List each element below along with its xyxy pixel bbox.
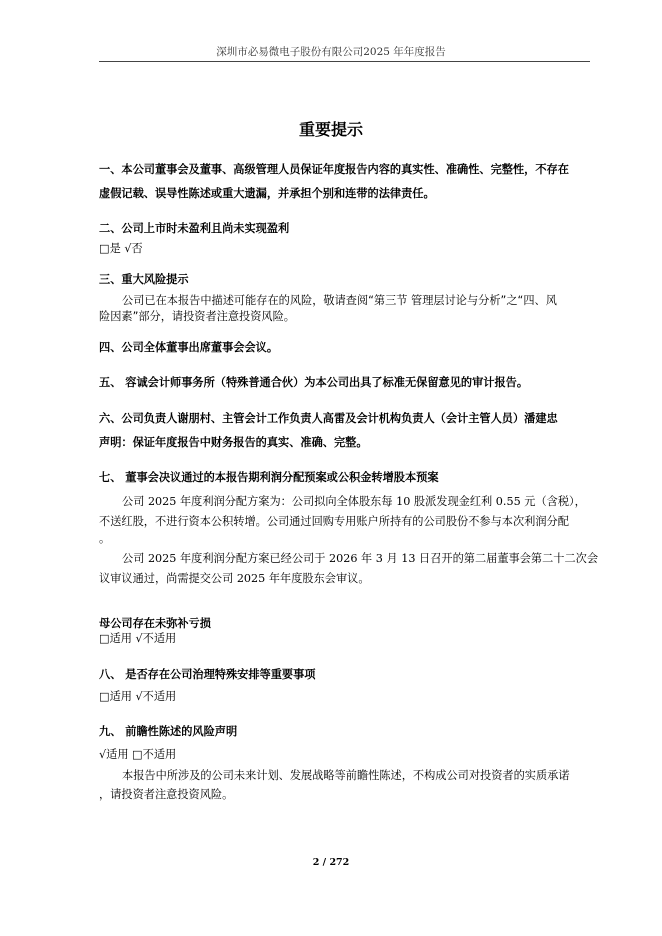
parent-loss-options: □适用 √不适用 <box>99 632 177 645</box>
section-7-heading: 七、 董事会决议通过的本报告期利润分配预案或公积金转增股本预案 <box>99 471 439 484</box>
section-6-line-1: 六、公司负责人谢朋村、主管会计工作负责人高雷及会计机构负责人（会计主管人员）潘建忠 <box>99 412 558 425</box>
page-number: 2 / 272 <box>312 857 350 868</box>
section-7-para-2-line-2: 议审议通过，尚需提交公司 2025 年年度股东会审议。 <box>99 572 370 585</box>
section-1-line-2: 虚假记载、误导性陈述或重大遗漏，并承担个别和连带的法律责任。 <box>99 187 435 200</box>
page-header: 深圳市必易微电子股份有限公司2025 年年度报告 <box>216 46 446 58</box>
section-9-heading: 九、 前瞻性陈述的风险声明 <box>99 725 238 738</box>
parent-loss-heading: 母公司存在未弥补亏损 <box>99 617 211 630</box>
section-7-para-1-line-2: 不送红股，不进行资本公积转增。公司通过回购专用账户所持有的公司股份不参与本次利润分配 <box>99 515 569 528</box>
section-7-para-2-line-1: 公司 2025 年度利润分配方案已经公司于 2026 年 3 月 13 日召开的第二届董事会第二十二次会 <box>122 552 599 565</box>
section-7-para-1-line-1: 公司 2025 年度利润分配方案为：公司拟向全体股东每 10 股派发现金红利 0.55 元（含税）， <box>122 495 586 508</box>
section-6-line-2: 声明：保证年度报告中财务报告的真实、准确、完整。 <box>99 436 368 449</box>
section-8-heading: 八、 是否存在公司治理特殊安排等重要事项 <box>99 668 316 681</box>
section-9-line-2: ，请投资者注意投资风险。 <box>99 788 234 801</box>
section-1-line-1: 一、本公司董事会及董事、高级管理人员保证年度报告内容的真实性、准确性、完整性，不存在 <box>99 163 569 176</box>
section-7-para-1-line-3: 。 <box>99 532 111 545</box>
header-rule <box>99 61 590 62</box>
section-2-heading: 二、公司上市时未盈利且尚未实现盈利 <box>99 222 290 235</box>
section-5-heading: 五、 容诚会计师事务所（特殊普通合伙）为本公司出具了标准无保留意见的审计报告。 <box>99 376 529 389</box>
section-9-line-1: 本报告中所涉及的公司未来计划、发展战略等前瞻性陈述，不构成公司对投资者的实质承诺 <box>122 769 570 782</box>
page-title: 重要提示 <box>298 120 363 139</box>
section-3-line-1: 公司已在本报告中描述可能存在的风险，敬请查阅“第三节 管理层讨论与分析”之“四、风 <box>122 294 557 307</box>
section-4-heading: 四、公司全体董事出席董事会会议。 <box>99 341 279 354</box>
section-3-line-2: 险因素”部分，请投资者注意投资风险。 <box>99 310 295 323</box>
section-9-options: √适用 □不适用 <box>99 748 177 761</box>
section-3-heading: 三、重大风险提示 <box>99 273 189 286</box>
section-8-options: □适用 √不适用 <box>99 690 177 703</box>
section-2-options: □是 √否 <box>99 242 143 255</box>
